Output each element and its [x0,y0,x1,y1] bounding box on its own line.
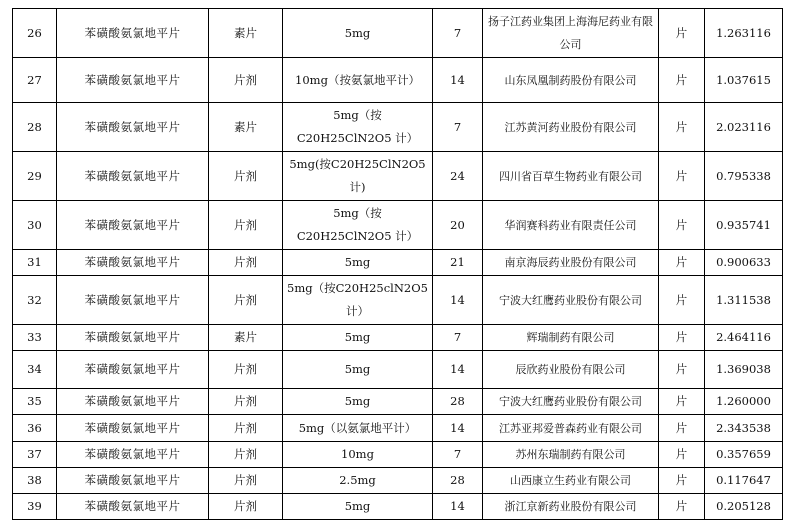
dosage-form-cell: 素片 [209,9,283,58]
unit-cell: 片 [659,276,705,325]
package-quantity-cell: 14 [433,415,483,442]
manufacturer-cell: 辰欣药业股份有限公司 [483,351,659,389]
specification-cell: 5mg（按C20H25clN2O5 计） [283,276,433,325]
specification-cell: 5mg(按C20H25ClN2O5 计) [283,152,433,201]
package-quantity-cell: 28 [433,389,483,415]
dosage-form-cell: 素片 [209,325,283,351]
manufacturer-cell: 宁波大红鹰药业股份有限公司 [483,389,659,415]
row-number-cell: 33 [13,325,57,351]
table-row [13,494,783,520]
drug-name-cell: 苯磺酸氨氯地平片 [57,351,209,389]
package-quantity-cell: 14 [433,276,483,325]
unit-cell: 片 [659,201,705,250]
dosage-form-cell: 素片 [209,103,283,152]
unit-price-cell: 2.464116 [705,325,783,351]
package-quantity-cell: 21 [433,250,483,276]
dosage-form-cell: 片剂 [209,415,283,442]
unit-price-cell: 2.343538 [705,415,783,442]
table-row [13,389,783,415]
drug-price-table [12,8,783,520]
unit-cell: 片 [659,442,705,468]
dosage-form-cell: 片剂 [209,494,283,520]
row-number-cell: 35 [13,389,57,415]
unit-cell: 片 [659,468,705,494]
package-quantity-cell: 14 [433,494,483,520]
dosage-form-cell: 片剂 [209,276,283,325]
specification-cell: 10mg（按氨氯地平计） [283,58,433,103]
table-row [13,415,783,442]
table-row [13,442,783,468]
table-row [13,250,783,276]
table-row [13,9,783,58]
package-quantity-cell: 14 [433,351,483,389]
package-quantity-cell: 28 [433,468,483,494]
manufacturer-cell: 四川省百草生物药业有限公司 [483,152,659,201]
unit-price-cell: 0.205128 [705,494,783,520]
row-number-cell: 34 [13,351,57,389]
row-number-cell: 29 [13,152,57,201]
specification-cell: 5mg（按C20H25ClN2O5 计） [283,103,433,152]
drug-name-cell: 苯磺酸氨氯地平片 [57,325,209,351]
table-body [13,9,783,520]
table-row [13,58,783,103]
manufacturer-cell: 山西康立生药业有限公司 [483,468,659,494]
unit-price-cell: 0.795338 [705,152,783,201]
dosage-form-cell: 片剂 [209,468,283,494]
row-number-cell: 28 [13,103,57,152]
unit-cell: 片 [659,389,705,415]
manufacturer-cell: 浙江京新药业股份有限公司 [483,494,659,520]
unit-price-cell: 0.117647 [705,468,783,494]
package-quantity-cell: 14 [433,58,483,103]
dosage-form-cell: 片剂 [209,442,283,468]
unit-cell: 片 [659,58,705,103]
package-quantity-cell: 20 [433,201,483,250]
unit-price-cell: 0.900633 [705,250,783,276]
row-number-cell: 31 [13,250,57,276]
drug-name-cell: 苯磺酸氨氯地平片 [57,250,209,276]
manufacturer-cell: 山东凤凰制药股份有限公司 [483,58,659,103]
unit-cell: 片 [659,494,705,520]
specification-cell: 5mg [283,250,433,276]
dosage-form-cell: 片剂 [209,152,283,201]
specification-cell: 10mg [283,442,433,468]
drug-name-cell: 苯磺酸氨氯地平片 [57,389,209,415]
table-row [13,351,783,389]
drug-name-cell: 苯磺酸氨氯地平片 [57,9,209,58]
dosage-form-cell: 片剂 [209,201,283,250]
specification-cell: 2.5mg [283,468,433,494]
manufacturer-cell: 江苏亚邦爱普森药业有限公司 [483,415,659,442]
specification-cell: 5mg [283,494,433,520]
drug-name-cell: 苯磺酸氨氯地平片 [57,201,209,250]
specification-cell: 5mg（按C20H25ClN2O5 计） [283,201,433,250]
unit-price-cell: 0.357659 [705,442,783,468]
dosage-form-cell: 片剂 [209,389,283,415]
package-quantity-cell: 7 [433,325,483,351]
unit-cell: 片 [659,250,705,276]
table-row [13,152,783,201]
drug-name-cell: 苯磺酸氨氯地平片 [57,415,209,442]
drug-name-cell: 苯磺酸氨氯地平片 [57,152,209,201]
row-number-cell: 37 [13,442,57,468]
table-row [13,276,783,325]
specification-cell: 5mg（以氨氯地平计） [283,415,433,442]
manufacturer-cell: 江苏黄河药业股份有限公司 [483,103,659,152]
dosage-form-cell: 片剂 [209,58,283,103]
unit-price-cell: 1.263116 [705,9,783,58]
table-row [13,468,783,494]
unit-cell: 片 [659,152,705,201]
drug-name-cell: 苯磺酸氨氯地平片 [57,103,209,152]
package-quantity-cell: 24 [433,152,483,201]
unit-cell: 片 [659,351,705,389]
package-quantity-cell: 7 [433,9,483,58]
specification-cell: 5mg [283,389,433,415]
manufacturer-cell: 宁波大红鹰药业股份有限公司 [483,276,659,325]
manufacturer-cell: 苏州东瑞制药有限公司 [483,442,659,468]
table-row [13,103,783,152]
manufacturer-cell: 扬子江药业集团上海海尼药业有限公司 [483,9,659,58]
drug-name-cell: 苯磺酸氨氯地平片 [57,442,209,468]
row-number-cell: 27 [13,58,57,103]
dosage-form-cell: 片剂 [209,250,283,276]
specification-cell: 5mg [283,9,433,58]
row-number-cell: 32 [13,276,57,325]
package-quantity-cell: 7 [433,103,483,152]
drug-name-cell: 苯磺酸氨氯地平片 [57,58,209,103]
specification-cell: 5mg [283,351,433,389]
unit-cell: 片 [659,9,705,58]
manufacturer-cell: 辉瑞制药有限公司 [483,325,659,351]
unit-price-cell: 1.260000 [705,389,783,415]
row-number-cell: 38 [13,468,57,494]
row-number-cell: 39 [13,494,57,520]
unit-price-cell: 1.369038 [705,351,783,389]
row-number-cell: 36 [13,415,57,442]
unit-price-cell: 1.037615 [705,58,783,103]
dosage-form-cell: 片剂 [209,351,283,389]
manufacturer-cell: 南京海辰药业股份有限公司 [483,250,659,276]
unit-cell: 片 [659,325,705,351]
unit-price-cell: 0.935741 [705,201,783,250]
manufacturer-cell: 华润赛科药业有限责任公司 [483,201,659,250]
specification-cell: 5mg [283,325,433,351]
row-number-cell: 26 [13,9,57,58]
table-row [13,201,783,250]
drug-name-cell: 苯磺酸氨氯地平片 [57,276,209,325]
unit-cell: 片 [659,103,705,152]
table-row [13,325,783,351]
unit-cell: 片 [659,415,705,442]
drug-name-cell: 苯磺酸氨氯地平片 [57,468,209,494]
unit-price-cell: 2.023116 [705,103,783,152]
package-quantity-cell: 7 [433,442,483,468]
row-number-cell: 30 [13,201,57,250]
drug-name-cell: 苯磺酸氨氯地平片 [57,494,209,520]
unit-price-cell: 1.311538 [705,276,783,325]
